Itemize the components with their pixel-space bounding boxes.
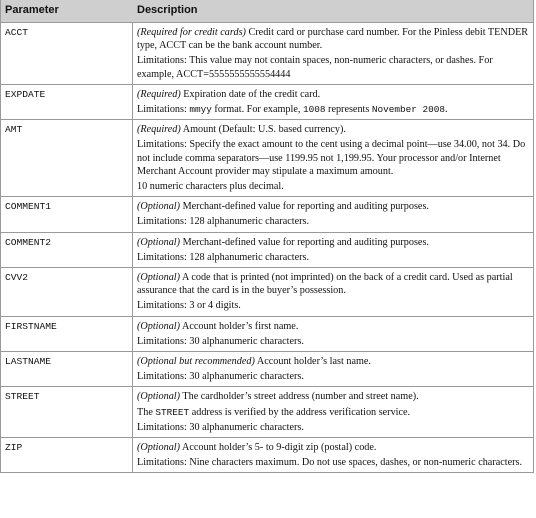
parameter-description (133, 232, 534, 267)
description-line (137, 180, 529, 193)
text-segment: The (137, 406, 156, 418)
parameter-name: ZIP (1, 438, 133, 473)
required-flag: (Required) (137, 88, 181, 100)
description-line (137, 200, 529, 213)
parameter-description (133, 352, 534, 387)
text-segment: 10 numeric characters plus decimal. (137, 181, 284, 193)
description-line (137, 271, 529, 297)
description-line (137, 335, 529, 348)
text-segment: Merchant-defined value for reporting and auditing purposes. (180, 236, 429, 248)
text-segment: Merchant-defined value for reporting and auditing purposes. (180, 201, 429, 213)
description-line (137, 421, 529, 434)
text-segment: Limitations: 128 alphanumeric characters. (137, 216, 309, 228)
text-segment: Limitations: Nine characters maximum. Do not use spaces, dashes, or non-numeric characters. (137, 457, 523, 469)
parameter-description (133, 387, 534, 438)
text-segment: Expiration date of the credit card. (180, 88, 321, 100)
table-row (1, 23, 534, 85)
table-row (1, 197, 534, 232)
text-segment: Credit card or purchase card number. For the Pinless debit TENDER type, ACCT can be the bank account number. (137, 27, 529, 52)
text-segment: Limitations: 30 alphanumeric characters. (137, 371, 304, 383)
text-segment: Account holder’s first name. (180, 320, 299, 332)
text-segment: Limitations: This value may not contain spaces, non-numeric characters, or dashes. For example, ACCT=5555555555554444 (137, 55, 493, 80)
required-flag: (Optional) (137, 442, 181, 454)
required-flag: (Optional) (137, 272, 181, 284)
description-line (137, 299, 529, 312)
text-segment: represents (325, 104, 372, 116)
code-value: 1008 (302, 104, 326, 116)
table-row (1, 438, 534, 473)
description-line (137, 236, 529, 249)
description-line (137, 370, 529, 383)
description-line (137, 138, 529, 178)
required-flag: (Required for credit cards) (137, 27, 246, 38)
required-flag: (Optional) (137, 201, 181, 213)
parameter-description (133, 197, 534, 232)
parameter-name: ACCT (1, 23, 133, 85)
text-segment: The cardholder’s street address (number and street name). (180, 391, 419, 403)
parameter-name: LASTNAME (1, 352, 133, 387)
description-line (137, 251, 529, 264)
text-segment: A code that is printed (not imprinted) on the back of a credit card. Used as partial assurance that the card is in the buyer’s possession. (137, 272, 513, 297)
table-row (1, 352, 534, 387)
text-segment: Limitations: 128 alphanumeric characters. (137, 251, 309, 263)
parameter-name: FIRSTNAME (1, 316, 133, 351)
parameter-description (133, 84, 534, 119)
text-segment: Account holder’s last name. (254, 356, 371, 368)
description-line (137, 456, 529, 469)
text-segment: Limitations: Specify the exact amount to the cent using a decimal point—use 34.00, not 34. Do not include comma separators—use 1199.95 not 1,199.95. Your processor and/or Internet Merchant Account provider may stipulate a maximum amount. (137, 139, 526, 177)
parameter-name: EXPDATE (1, 84, 133, 119)
description-line (137, 355, 529, 368)
code-value: mmyy (189, 104, 212, 116)
table-row (1, 387, 534, 438)
parameter-description (133, 120, 534, 197)
parameter-description (133, 23, 534, 85)
required-flag: (Optional but recommended) (137, 356, 255, 368)
table-body (1, 23, 534, 473)
text-segment: Limitations: (137, 104, 190, 116)
table-row (1, 316, 534, 351)
text-segment: Account holder’s 5- to 9-digit zip (postal) code. (180, 442, 377, 454)
table-header-row (1, 0, 534, 23)
code-value: November 2008 (371, 104, 446, 116)
description-line (137, 88, 529, 101)
required-flag: (Required) (137, 124, 181, 136)
header-description: Description (133, 0, 534, 23)
parameter-description (133, 438, 534, 473)
text-segment: address is verified by the address verification service. (189, 406, 411, 418)
description-line (137, 390, 529, 403)
parameter-description (133, 316, 534, 351)
description-line (137, 26, 529, 52)
text-segment: Limitations: 30 alphanumeric characters. (137, 335, 304, 347)
required-flag: (Optional) (137, 320, 181, 332)
parameter-name: CVV2 (1, 268, 133, 317)
parameter-name: COMMENT2 (1, 232, 133, 267)
description-line (137, 441, 529, 454)
text-segment: format. For example, (211, 104, 303, 116)
description-line (137, 54, 529, 80)
text-segment: Limitations: 30 alphanumeric characters. (137, 421, 304, 433)
parameter-name: COMMENT1 (1, 197, 133, 232)
table-row (1, 120, 534, 197)
table-row (1, 268, 534, 317)
text-segment: Amount (Default: U.S. based currency). (180, 124, 346, 136)
table-row (1, 84, 534, 119)
description-line (137, 406, 529, 419)
parameter-description (133, 268, 534, 317)
parameter-name: STREET (1, 387, 133, 438)
description-line (137, 103, 529, 116)
table-row (1, 232, 534, 267)
description-line (137, 123, 529, 136)
parameter-name: AMT (1, 120, 133, 197)
code-value: STREET (155, 406, 190, 418)
text-segment: . (445, 104, 448, 116)
header-parameter: Parameter (1, 0, 133, 23)
description-line (137, 215, 529, 228)
description-line (137, 320, 529, 333)
required-flag: (Optional) (137, 236, 181, 248)
text-segment: Limitations: 3 or 4 digits. (137, 300, 241, 312)
required-flag: (Optional) (137, 391, 181, 403)
